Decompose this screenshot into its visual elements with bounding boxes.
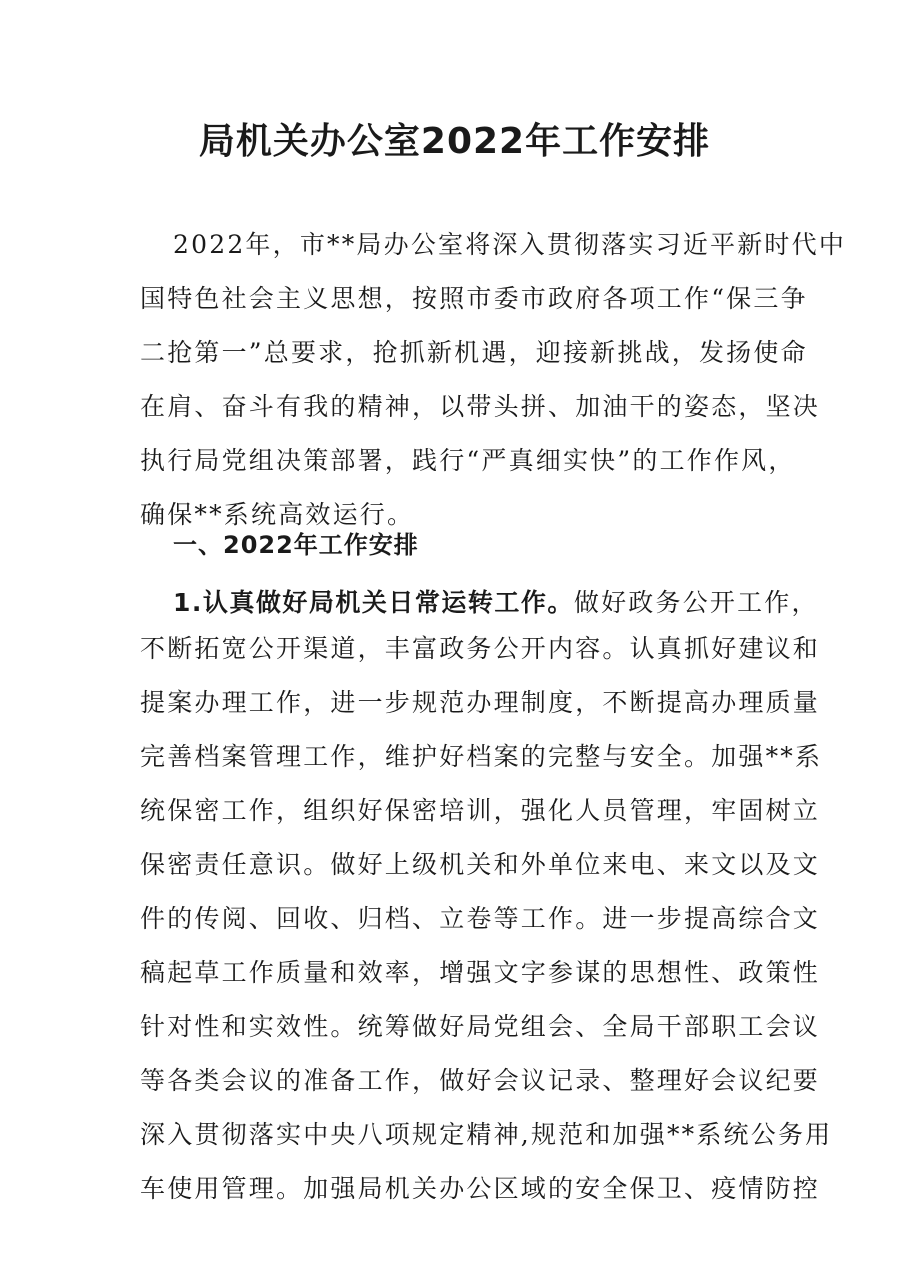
section-heading: 一、2022年工作安排 bbox=[173, 531, 419, 559]
item1-line: 统保密工作，组织好保密培训，强化人员管理，牢固树立 bbox=[140, 796, 821, 825]
item1-line: 提案办理工作，进一步规范办理制度，不断提高办理质量 bbox=[140, 688, 821, 717]
item1-line: 针对性和实效性。统筹做好局党组会、全局干部职工会议 bbox=[140, 1012, 821, 1041]
item1-first-line-rest: 做好政务公开工作， bbox=[573, 588, 819, 617]
intro-line: 二抢第一”总要求，抢抓新机遇，迎接新挑战，发扬使命 bbox=[140, 338, 808, 367]
item1-line: 不断拓宽公开渠道，丰富政务公开内容。认真抓好建议和 bbox=[140, 634, 821, 663]
item1-line: 件的传阅、回收、归档、立卷等工作。进一步提高综合文 bbox=[140, 904, 821, 933]
intro-line: 国特色社会主义思想，按照市委市政府各项工作“保三争 bbox=[140, 284, 808, 313]
intro-line: 执行局党组决策部署，践行“严真细实快”的工作作风， bbox=[140, 446, 796, 475]
item1-line: 深入贯彻落实中央八项规定精神,规范和加强**系统公务用 bbox=[140, 1120, 833, 1149]
item1-line: 保密责任意识。做好上级机关和外单位来电、来文以及文 bbox=[140, 850, 821, 879]
item1-line: 稿起草工作质量和效率，增强文字参谋的思想性、政策性 bbox=[140, 958, 821, 987]
intro-line: 2022年，市**局办公室将深入贯彻落实习近平新时代中 bbox=[173, 230, 847, 259]
item1-line: 完善档案管理工作，维护好档案的完整与安全。加强**系 bbox=[140, 742, 823, 771]
item1-line: 等各类会议的准备工作，做好会议记录、整理好会议纪要 bbox=[140, 1066, 821, 1095]
intro-line: 确保**系统高效运行。 bbox=[140, 500, 415, 529]
document-title: 局机关办公室2022年工作安排 bbox=[198, 121, 711, 162]
item1-line: 车使用管理。加强局机关办公区域的安全保卫、疫情防控 bbox=[140, 1174, 821, 1203]
item1-lead: 1.认真做好局机关日常运转工作。 bbox=[173, 588, 574, 617]
intro-line: 在肩、奋斗有我的精神，以带头拼、加油干的姿态，坚决 bbox=[140, 392, 821, 421]
